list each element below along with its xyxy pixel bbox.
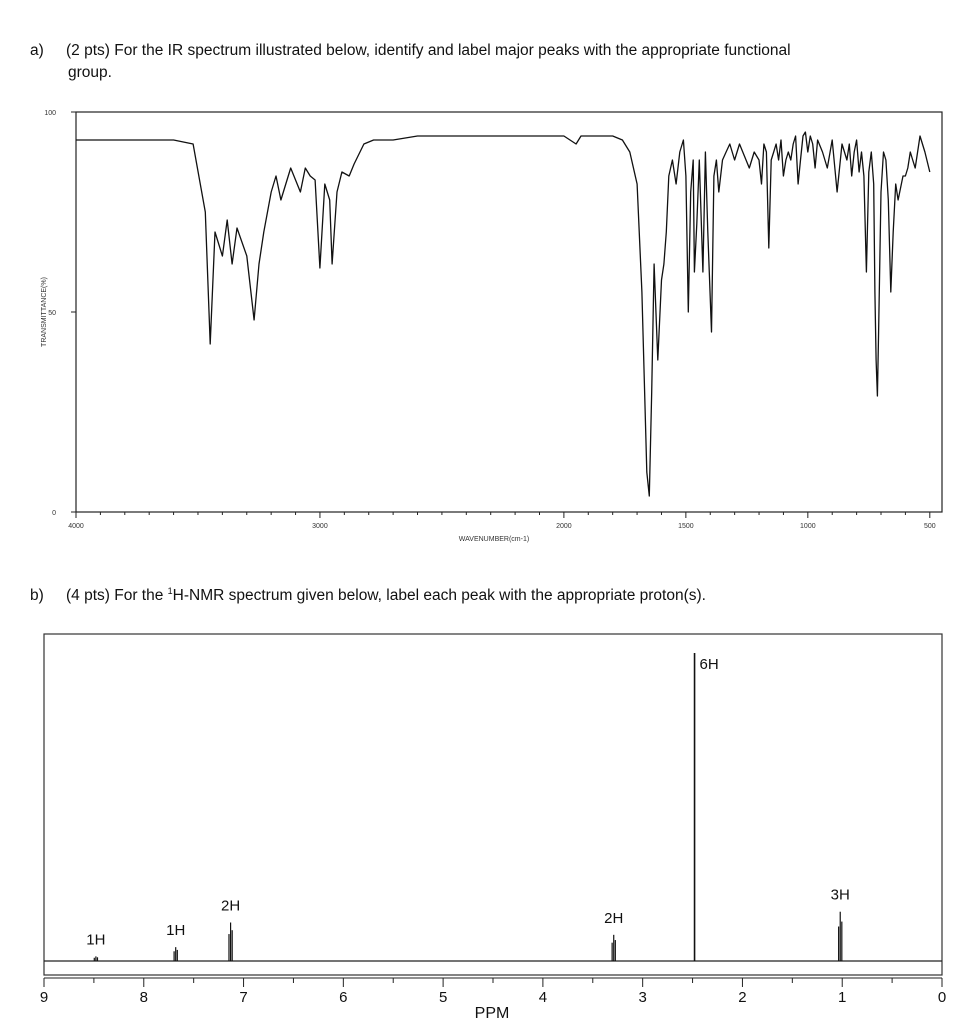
nmr-peak	[229, 923, 232, 962]
ir-x-axis-label: WAVENUMBER(cm-1)	[458, 536, 530, 543]
nmr-x-tick-label: 2	[738, 989, 747, 1006]
ir-y-tick-label: 0	[52, 510, 56, 517]
nmr-peaks	[86, 653, 850, 961]
nmr-x-tick-label: 1	[838, 989, 847, 1006]
nmr-x-tick-label: 4	[538, 989, 548, 1006]
question-a-text: (2 pts) For the IR spectrum illustrated below, identify and label major peaks with the appropriate functional	[66, 42, 791, 59]
nmr-peak-integration-label: 1H	[166, 922, 186, 940]
nmr-x-tick-label: 0	[937, 989, 947, 1006]
nmr-peak	[839, 912, 842, 961]
ir-x-tick-label: 2000	[556, 523, 572, 530]
question-b-label: b)	[30, 587, 44, 605]
nmr-x-tick-label: 3	[638, 989, 647, 1006]
question-a-label: a)	[30, 42, 44, 59]
nmr-x-tick-label: 8	[139, 989, 148, 1006]
question-b-superscript: 1	[167, 586, 173, 596]
nmr-peak	[612, 935, 615, 961]
ir-y-tick-label: 50	[48, 310, 56, 317]
nmr-x-axis-label: PPM	[474, 1005, 510, 1022]
nmr-x-tick-label: 7	[239, 989, 248, 1006]
nmr-x-tick-label: 9	[39, 989, 49, 1006]
nmr-x-tick-label: 6	[339, 989, 348, 1006]
ir-x-tick-label: 1500	[678, 523, 694, 530]
nmr-peak	[94, 956, 97, 961]
ir-x-tick-label: 1000	[800, 523, 816, 530]
ir-y-axis-label: TRANSMITTANCE(%)	[41, 277, 48, 347]
nmr-peak-integration-label: 1H	[86, 931, 106, 949]
nmr-x-tick-label: 5	[438, 989, 448, 1006]
nmr-axis	[40, 978, 946, 1006]
ir-x-tick-label: 3000	[312, 523, 328, 530]
question-a-line2: group.	[68, 64, 112, 81]
ir-axes	[44, 110, 935, 530]
ir-plot-frame	[76, 112, 942, 512]
ir-spectrum-line	[76, 132, 930, 496]
nmr-peak-integration-label: 3H	[830, 886, 850, 904]
nmr-spectrum-chart	[0, 600, 980, 1024]
nmr-peak-integration-label: 2H	[220, 897, 241, 915]
nmr-peak	[174, 947, 177, 961]
nmr-peak-integration-label: 6H	[699, 656, 719, 673]
ir-x-tick-label: 500	[923, 523, 936, 530]
question-b-text-after: H-NMR spectrum given below, label each peak with the appropriate proton(s).	[172, 587, 706, 605]
question-b-text-before: (4 pts) For the	[66, 587, 168, 605]
nmr-peak-integration-label: 2H	[604, 909, 624, 927]
ir-x-tick-label: 4000	[68, 523, 84, 530]
ir-y-tick-label: 100	[44, 110, 56, 117]
